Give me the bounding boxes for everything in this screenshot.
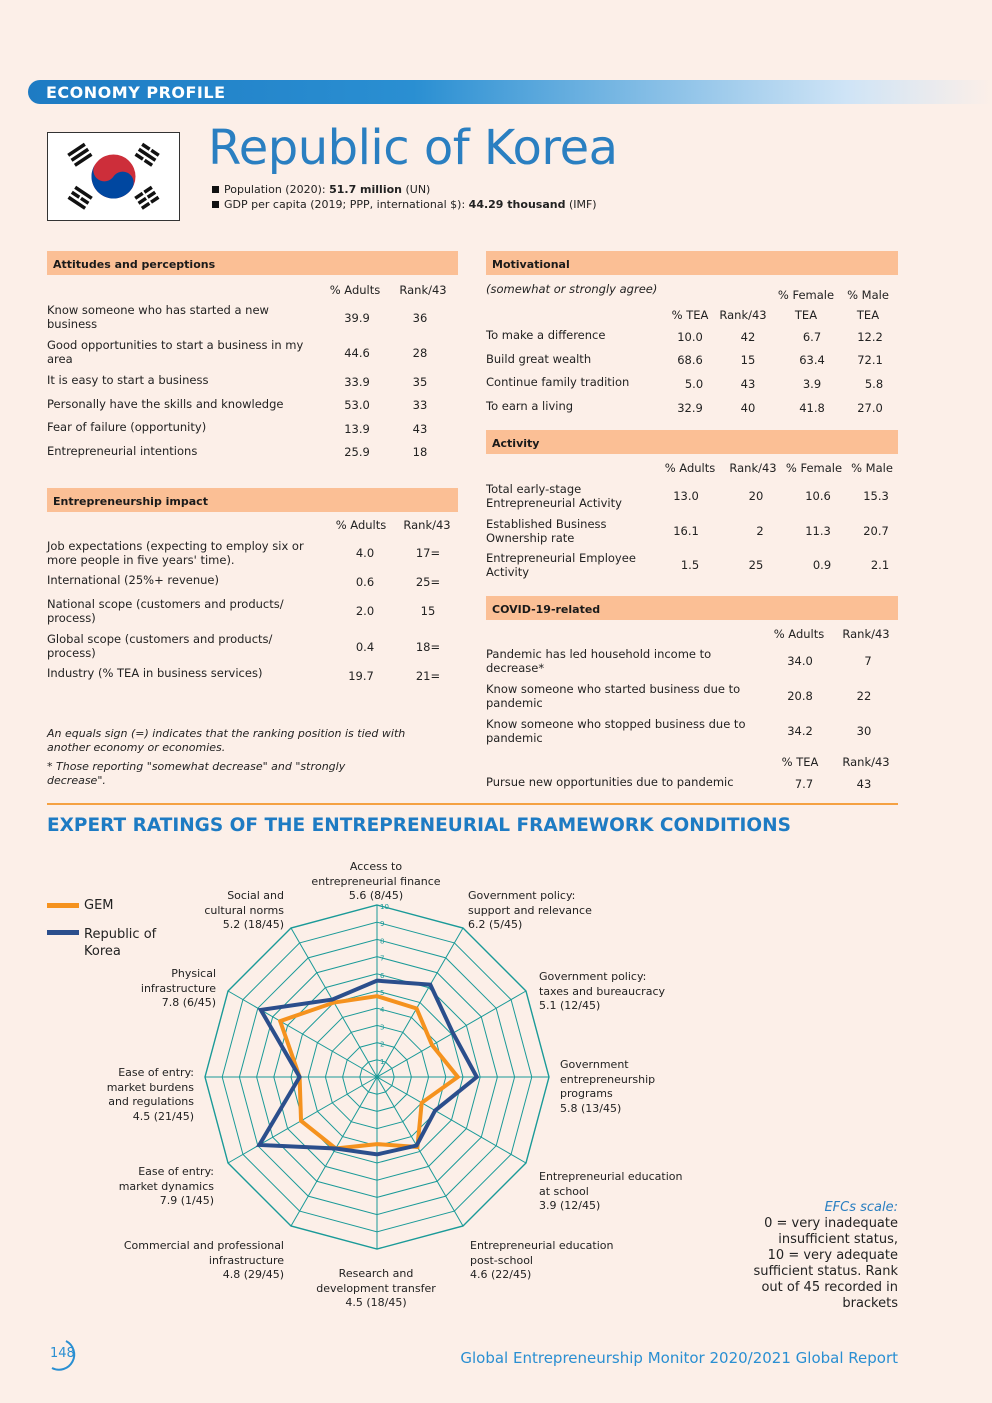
label-line: and regulations bbox=[108, 1095, 194, 1108]
activity-row-adults: 1.5 bbox=[680, 558, 700, 572]
legend-gem-label: GEM bbox=[84, 898, 114, 913]
activity-col-rank: Rank/43 bbox=[729, 461, 777, 475]
radar-axis-line bbox=[377, 928, 463, 1077]
impact-row-rank: 15 bbox=[420, 604, 436, 618]
section-divider bbox=[47, 803, 898, 805]
label-line: Government policy: bbox=[539, 970, 647, 983]
label-line: 6.2 (5/45) bbox=[468, 918, 523, 931]
covid-last-value: 7.7 bbox=[794, 777, 814, 791]
gdp-source: (IMF) bbox=[565, 198, 597, 211]
radar-tick-label: 8 bbox=[380, 937, 385, 946]
radar-tick-label: 9 bbox=[380, 920, 385, 929]
label-line: 5.1 (12/45) bbox=[539, 999, 601, 1012]
radar-tick-label: 6 bbox=[380, 971, 385, 980]
expert-ratings-title: EXPERT RATINGS OF THE ENTREPRENEURIAL FRAMEWORK CONDITIONS bbox=[47, 815, 791, 836]
covid-last-rank: 43 bbox=[856, 777, 872, 791]
population-value: 51.7 million bbox=[329, 183, 402, 196]
efc-scale-line: sufficient status. Rank bbox=[753, 1264, 898, 1279]
population-label: Population (2020): bbox=[224, 183, 330, 196]
attitudes-row-label: Good opportunities to start a business in my area bbox=[47, 338, 304, 366]
attitudes-row-value: 39.9 bbox=[344, 311, 370, 325]
attitudes-heading: Attitudes and perceptions bbox=[47, 251, 458, 275]
activity-row-rank: 2 bbox=[756, 524, 764, 538]
attitudes-row-rank: 28 bbox=[412, 346, 428, 360]
label-line: Commercial and professional bbox=[123, 1239, 284, 1252]
label-line: at school bbox=[539, 1184, 589, 1198]
label-line: taxes and bureaucracy bbox=[539, 984, 665, 998]
impact-row-value: 0.6 bbox=[355, 575, 375, 589]
legend-korea-swatch bbox=[47, 930, 79, 935]
gdp-value: 44.29 thousand bbox=[468, 198, 566, 211]
label-line: Entrepreneurial education bbox=[539, 1170, 683, 1183]
covid-row-rank: 30 bbox=[856, 724, 872, 738]
impact-heading: Entrepreneurship impact bbox=[47, 488, 458, 512]
label-line: Entrepreneurial education bbox=[470, 1239, 614, 1252]
activity-row-rank: 25 bbox=[748, 558, 764, 572]
label-line: 5.6 (8/45) bbox=[348, 889, 404, 902]
covid-row-value: 34.0 bbox=[787, 654, 813, 668]
label-line: Research and bbox=[338, 1267, 414, 1280]
activity-row-female: 11.3 bbox=[805, 524, 831, 538]
legend-korea-line2: Korea bbox=[84, 944, 121, 959]
label-line: Ease of entry: bbox=[118, 1066, 194, 1079]
impact-row-label: International (25%+ revenue) bbox=[47, 573, 219, 587]
motivational-col-female: % Female bbox=[777, 288, 835, 302]
korea-flag bbox=[47, 132, 180, 221]
label-line: Government policy: bbox=[468, 889, 576, 902]
motivational-row-male: 5.8 bbox=[864, 377, 884, 391]
motivational-col-tea: % TEA bbox=[671, 308, 709, 322]
activity-row-adults: 13.0 bbox=[673, 489, 699, 503]
impact-col-adults: % Adults bbox=[335, 518, 387, 532]
radar-tick-label: 5 bbox=[380, 989, 385, 997]
page-title: Republic of Korea bbox=[208, 120, 618, 176]
radar-tick-label: 2 bbox=[380, 1040, 385, 1049]
radar-tick-label: 10 bbox=[380, 903, 389, 911]
label-line: infrastructure bbox=[140, 981, 216, 995]
impact-row-label: Industry (% TEA in business services) bbox=[47, 666, 263, 680]
covid-row-rank: 7 bbox=[864, 654, 872, 668]
label-line: Access to bbox=[349, 860, 403, 873]
attitudes-row-rank: 36 bbox=[412, 311, 428, 325]
attitudes-row-rank: 35 bbox=[412, 375, 428, 389]
label-line: Physical bbox=[171, 967, 216, 980]
attitudes-row-label: Know someone who has started a new business bbox=[47, 303, 269, 331]
impact-row-label: Global scope (customers and products/ process) bbox=[47, 632, 273, 660]
radar-label-gov-support bbox=[468, 889, 592, 933]
activity-row-male: 15.3 bbox=[863, 489, 889, 503]
motivational-row-male: 27.0 bbox=[857, 401, 883, 415]
motivational-row-label: Build great wealth bbox=[486, 352, 592, 366]
motivational-row-rank: 43 bbox=[740, 377, 756, 391]
label-line: 7.9 (1/45) bbox=[159, 1194, 214, 1207]
attitudes-row-value: 25.9 bbox=[344, 445, 370, 459]
label-line: 4.8 (29/45) bbox=[222, 1268, 284, 1281]
radar-label-physical bbox=[76, 967, 216, 1011]
motivational-row-female: 6.7 bbox=[802, 330, 822, 344]
gdp-label: GDP per capita (2019; PPP, international $): bbox=[224, 198, 469, 211]
efc-scale-line: brackets bbox=[842, 1296, 898, 1311]
radar-label-gov-programs bbox=[560, 1058, 655, 1116]
motivational-row-label: Continue family tradition bbox=[486, 375, 630, 389]
legend-korea-line1: Republic of bbox=[84, 927, 157, 942]
motivational-row-rank: 42 bbox=[740, 330, 756, 344]
motivational-row-label: To earn a living bbox=[486, 399, 574, 413]
label-line: Ease of entry: bbox=[138, 1165, 214, 1178]
impact-row-label: Job expectations (expecting to employ six or more people in five years' time). bbox=[47, 539, 304, 567]
activity-row-adults: 16.1 bbox=[673, 524, 699, 538]
radar-tick-label: 4 bbox=[380, 1006, 385, 1015]
covid-col-tea: % TEA bbox=[781, 755, 819, 769]
covid-row-rank: 22 bbox=[856, 689, 872, 703]
label-line: market burdens bbox=[106, 1080, 194, 1094]
label-line: Government bbox=[560, 1058, 629, 1071]
impact-row-rank: 17= bbox=[415, 546, 441, 560]
impact-row-value: 2.0 bbox=[355, 604, 375, 618]
efc-scale-line: out of 45 recorded in bbox=[761, 1280, 898, 1295]
attitudes-row-label: Entrepreneurial intentions bbox=[47, 444, 198, 458]
covid-row-label: Know someone who stopped business due to pandemic bbox=[486, 717, 746, 745]
impact-row-value: 19.7 bbox=[348, 669, 374, 683]
efc-scale-note bbox=[700, 1200, 898, 1312]
covid-last-label: Pursue new opportunities due to pandemic bbox=[486, 775, 734, 789]
attitudes-row-label: Fear of failure (opportunity) bbox=[47, 420, 207, 434]
attitudes-row-value: 33.9 bbox=[344, 375, 370, 389]
motivational-row-rank: 40 bbox=[740, 401, 756, 415]
motivational-row-female: 63.4 bbox=[799, 353, 825, 367]
motivational-row-male: 12.2 bbox=[857, 330, 883, 344]
activity-col-female: % Female bbox=[785, 461, 843, 475]
bullet-square-icon bbox=[212, 186, 219, 193]
equals-note: An equals sign (=) indicates that the ranking position is tied with another economy or economies. bbox=[47, 727, 406, 754]
impact-row-rank: 21= bbox=[415, 669, 441, 683]
motivational-row-rank: 15 bbox=[740, 353, 756, 367]
activity-row-female: 0.9 bbox=[812, 558, 832, 572]
legend-gem-swatch bbox=[47, 903, 79, 908]
radar-label-gov-taxes bbox=[539, 970, 665, 1014]
motivational-row-tea: 32.9 bbox=[677, 401, 703, 415]
gdp-stat bbox=[212, 198, 597, 211]
radar-tick-label: 7 bbox=[380, 954, 385, 963]
label-line: post-school bbox=[470, 1253, 533, 1267]
covid-row-value: 34.2 bbox=[787, 724, 813, 738]
activity-row-label: Established Business Ownership rate bbox=[486, 517, 607, 545]
motivational-row-tea: 10.0 bbox=[677, 330, 703, 344]
asterisk-note: * Those reporting "somewhat decrease" and "strongly decrease". bbox=[47, 760, 346, 787]
motivational-col-rank: Rank/43 bbox=[719, 308, 767, 322]
activity-row-male: 2.1 bbox=[870, 558, 890, 572]
section-banner bbox=[28, 80, 992, 104]
covid-col-adults: % Adults bbox=[773, 627, 825, 641]
radar-label-social bbox=[144, 889, 284, 933]
radar-tick-label: 1 bbox=[380, 1057, 385, 1066]
motivational-heading: Motivational bbox=[486, 251, 898, 275]
activity-row-rank: 20 bbox=[748, 489, 764, 503]
motivational-subtitle: (somewhat or strongly agree) bbox=[486, 282, 658, 296]
footer-title: Global Entrepreneurship Monitor 2020/2021 Global Report bbox=[460, 1349, 898, 1367]
radar-label-rnd bbox=[300, 1267, 452, 1311]
label-line: market dynamics bbox=[118, 1179, 214, 1193]
efc-scale-line: 10 = very adequate bbox=[767, 1248, 898, 1263]
label-line: entrepreneurial finance bbox=[311, 874, 441, 888]
label-line: 3.9 (12/45) bbox=[539, 1199, 601, 1212]
covid-heading: COVID-19-related bbox=[486, 596, 898, 620]
motivational-row-tea: 5.0 bbox=[684, 377, 704, 391]
population-source: (UN) bbox=[401, 183, 431, 196]
activity-row-male: 20.7 bbox=[863, 524, 889, 538]
activity-row-label: Entrepreneurial Employee Activity bbox=[486, 551, 636, 579]
label-line: 5.8 (13/45) bbox=[560, 1101, 622, 1115]
label-line: 4.6 (22/45) bbox=[470, 1268, 532, 1281]
impact-row-rank: 25= bbox=[415, 575, 441, 589]
motivational-col-female-tea: TEA bbox=[794, 308, 818, 322]
label-line: 5.2 (18/45) bbox=[222, 918, 284, 931]
motivational-col-male: % Male bbox=[847, 288, 889, 302]
attitudes-col-rank: Rank/43 bbox=[399, 283, 447, 297]
population-stat bbox=[212, 183, 430, 196]
attitudes-row-rank: 43 bbox=[412, 422, 428, 436]
radar-label-market-dynamics bbox=[74, 1165, 214, 1209]
attitudes-row-value: 13.9 bbox=[344, 422, 370, 436]
activity-row-female: 10.6 bbox=[805, 489, 831, 503]
activity-heading: Activity bbox=[486, 430, 898, 454]
motivational-row-female: 41.8 bbox=[799, 401, 825, 415]
impact-col-rank: Rank/43 bbox=[403, 518, 451, 532]
motivational-row-tea: 68.6 bbox=[677, 353, 703, 367]
page-number: 148 bbox=[50, 1346, 75, 1361]
efc-scale-title: EFCs scale: bbox=[824, 1200, 898, 1215]
efc-scale-line: 0 = very inadequate bbox=[764, 1216, 898, 1231]
banner-text: ECONOMY PROFILE bbox=[46, 83, 226, 102]
label-line: Social and bbox=[227, 889, 284, 902]
radar-label-commercial bbox=[84, 1239, 284, 1283]
label-line: 4.5 (18/45) bbox=[345, 1296, 407, 1309]
radar-label-finance bbox=[300, 860, 452, 904]
radar-chart bbox=[200, 900, 556, 1256]
motivational-col-male-tea: TEA bbox=[856, 308, 880, 322]
attitudes-row-rank: 33 bbox=[412, 398, 428, 412]
covid-col-rank-tea: Rank/43 bbox=[842, 755, 890, 769]
label-line: cultural norms bbox=[204, 903, 284, 917]
activity-col-adults: % Adults bbox=[664, 461, 716, 475]
label-line: entrepreneurship bbox=[560, 1072, 656, 1086]
covid-row-value: 20.8 bbox=[787, 689, 813, 703]
motivational-row-label: To make a difference bbox=[486, 328, 606, 342]
radar-tick-label: 3 bbox=[380, 1023, 385, 1032]
attitudes-col-adults: % Adults bbox=[329, 283, 381, 297]
label-line: infrastructure bbox=[208, 1253, 284, 1267]
radar-label-market-burdens bbox=[54, 1066, 194, 1124]
covid-row-label: Pandemic has led household income to decrease* bbox=[486, 647, 712, 675]
activity-col-male: % Male bbox=[851, 461, 893, 475]
impact-row-label: National scope (customers and products/ process) bbox=[47, 597, 284, 625]
label-line: programs bbox=[560, 1087, 613, 1100]
motivational-row-female: 3.9 bbox=[802, 377, 822, 391]
covid-col-rank: Rank/43 bbox=[842, 627, 890, 641]
attitudes-row-rank: 18 bbox=[412, 445, 428, 459]
label-line: development transfer bbox=[316, 1281, 436, 1295]
attitudes-row-value: 44.6 bbox=[344, 346, 370, 360]
motivational-row-male: 72.1 bbox=[857, 353, 883, 367]
radar-label-edu-post bbox=[470, 1239, 613, 1283]
activity-row-label: Total early-stage Entrepreneurial Activity bbox=[486, 482, 622, 510]
label-line: 4.5 (21/45) bbox=[132, 1109, 194, 1123]
bullet-square-icon bbox=[212, 201, 219, 208]
korea-flag-icon bbox=[48, 133, 179, 220]
impact-row-rank: 18= bbox=[415, 640, 441, 654]
impact-row-value: 4.0 bbox=[355, 546, 375, 560]
radar-series-korea bbox=[259, 981, 476, 1155]
attitudes-row-value: 53.0 bbox=[344, 398, 370, 412]
attitudes-row-label: Personally have the skills and knowledge bbox=[47, 397, 284, 411]
attitudes-row-label: It is easy to start a business bbox=[47, 373, 209, 387]
label-line: 7.8 (6/45) bbox=[161, 996, 216, 1009]
efc-scale-line: insufficient status, bbox=[778, 1232, 898, 1247]
impact-row-value: 0.4 bbox=[355, 640, 375, 654]
covid-row-label: Know someone who started business due to pandemic bbox=[486, 682, 741, 710]
radar-label-edu-school bbox=[539, 1170, 682, 1214]
label-line: support and relevance bbox=[468, 903, 592, 917]
